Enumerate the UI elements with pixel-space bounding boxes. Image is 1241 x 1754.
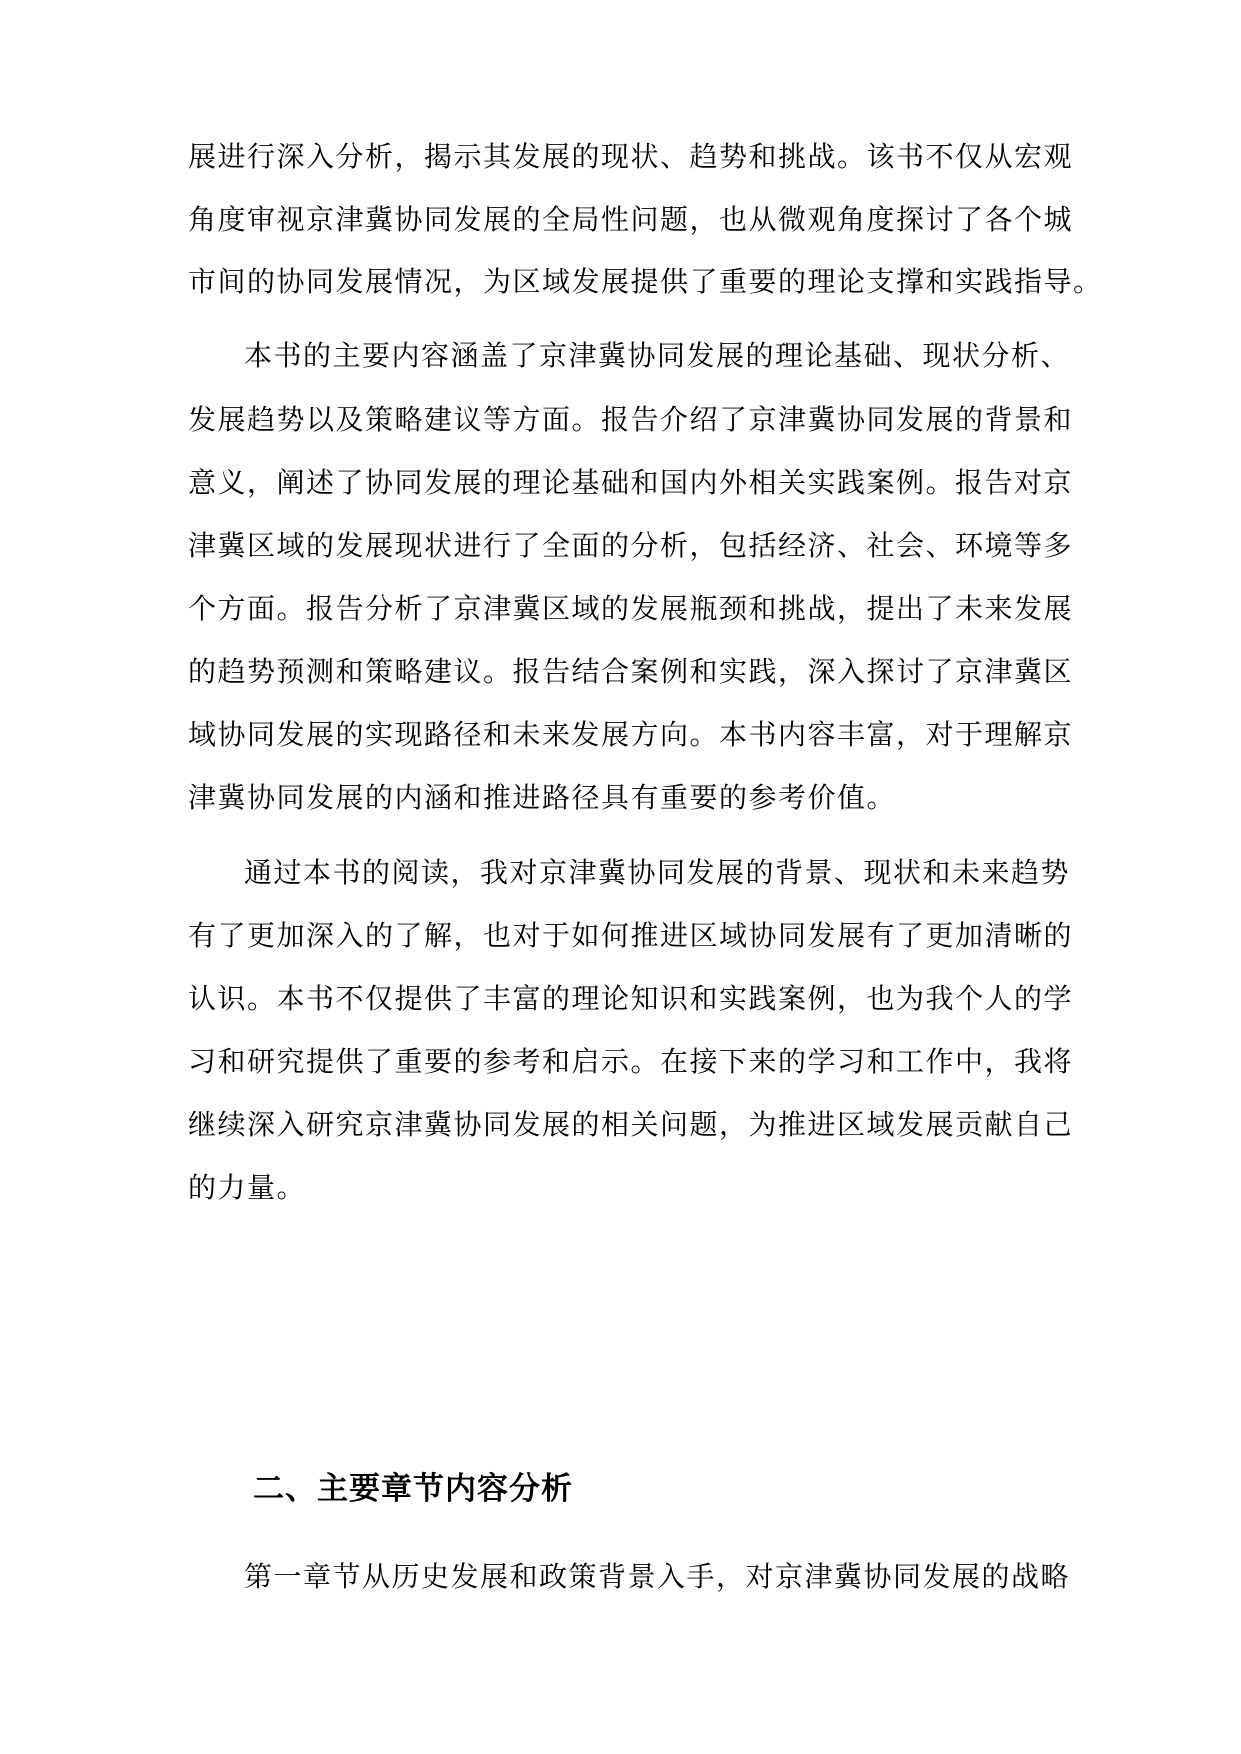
text-line: 发展趋势以及策略建议等方面。报告介绍了京津冀协同发展的背景和 xyxy=(188,403,1074,436)
text-line: 有了更加深入的了解，也对于如何推进区域协同发展有了更加清晰的 xyxy=(188,919,1074,952)
text-line: 第一章节从历史发展和政策背景入手，对京津冀协同发展的战略 xyxy=(244,1560,1071,1593)
section-heading: 二、主要章节内容分析 xyxy=(253,1471,573,1507)
text-line: 角度审视京津冀协同发展的全局性问题，也从微观角度探讨了各个城 xyxy=(188,203,1074,236)
text-line: 意义，阐述了协同发展的理论基础和国内外相关实践案例。报告对京 xyxy=(188,466,1074,499)
text-line: 通过本书的阅读，我对京津冀协同发展的背景、现状和未来趋势 xyxy=(244,856,1071,889)
text-line: 的力量。 xyxy=(188,1171,307,1204)
text-line: 津冀协同发展的内涵和推进路径具有重要的参考价值。 xyxy=(188,781,897,814)
text-line: 域协同发展的实现路径和未来发展方向。本书内容丰富，对于理解京 xyxy=(188,718,1074,751)
text-line: 认识。本书不仅提供了丰富的理论知识和实践案例，也为我个人的学 xyxy=(188,982,1074,1015)
text-line: 个方面。报告分析了京津冀区域的发展瓶颈和挑战，提出了未来发展 xyxy=(188,592,1074,625)
text-line: 继续深入研究京津冀协同发展的相关问题，为推进区域发展贡献自己 xyxy=(188,1108,1074,1141)
text-line: 展进行深入分析，揭示其发展的现状、趋势和挑战。该书不仅从宏观 xyxy=(188,140,1074,173)
text-line: 本书的主要内容涵盖了京津冀协同发展的理论基础、现状分析、 xyxy=(244,339,1071,372)
text-line: 习和研究提供了重要的参考和启示。在接下来的学习和工作中，我将 xyxy=(188,1045,1074,1078)
text-line: 的趋势预测和策略建议。报告结合案例和实践，深入探讨了京津冀区 xyxy=(188,655,1074,688)
text-line: 津冀区域的发展现状进行了全面的分析，包括经济、社会、环境等多 xyxy=(188,529,1074,562)
text-line: 市间的协同发展情况，为区域发展提供了重要的理论支撑和实践指导。 xyxy=(188,265,1103,298)
